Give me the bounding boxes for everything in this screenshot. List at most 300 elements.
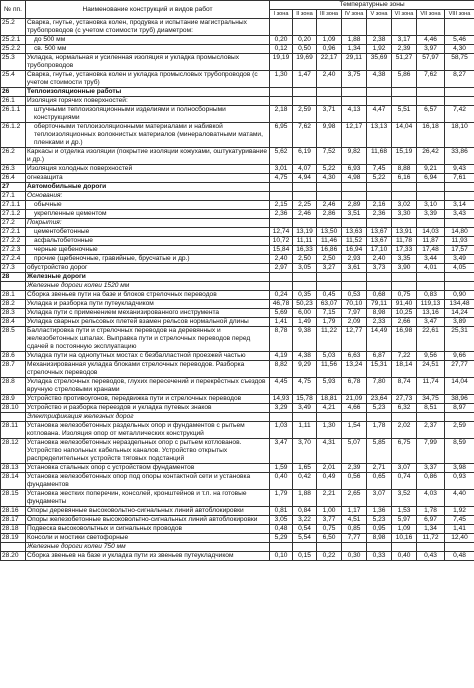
zone-value: 4,30 [317,174,342,183]
table-row [1,246,474,255]
zone-value: 1,30 [317,422,342,439]
table-row [1,183,474,192]
zone-value: 2,02 [392,422,417,439]
zone-value: 7,97 [342,309,367,318]
table-row [1,439,474,464]
zone-value: 22,61 [417,327,445,352]
zone-value: 4,98 [342,174,367,183]
zone-value: 4,05 [445,264,474,273]
zone-value: 11,56 [317,361,342,378]
zone-value: 0,74 [392,473,417,490]
zone-value: 3,29 [270,404,293,413]
zone-value: 13,13 [367,123,392,148]
zone-value: 3,30 [392,210,417,219]
zone-value: 34,75 [417,395,445,404]
zone-value [417,88,445,97]
zone-value: 2,86 [317,210,342,219]
zone-value [445,543,474,552]
work-name: Автомобильные дороги [26,183,270,192]
zone-value: 3,70 [293,439,317,464]
zone-value [367,19,392,36]
zone-value: 0,96 [317,45,342,54]
zone-value: 4,03 [417,490,445,507]
header-row [1,1,474,10]
row-number: 27.2.1 [1,228,26,237]
zone-value: 7,77 [342,534,367,543]
zone-value: 3,27 [317,264,342,273]
zone-value: 0,81 [270,507,293,516]
zone-value: 6,63 [342,352,367,361]
zone-value [317,19,342,36]
table-row [1,413,474,422]
work-name: Изоляция горячих поверхностей: [26,97,270,106]
zone-value: 6,19 [293,148,317,165]
work-name: штучными теплоизоляционными изделиями и полносборными конструкциями [26,106,270,123]
zone-value [392,192,417,201]
zone-value [317,282,342,291]
zone-value [367,273,392,282]
row-number: 28.10 [1,404,26,413]
zone-value: 3,07 [367,490,392,507]
zone-value: 4,38 [367,71,392,88]
zone-value: 6,87 [367,352,392,361]
zone-value [293,543,317,552]
zone-value [367,192,392,201]
zone-value: 119,13 [417,300,445,309]
zone-value: 3,73 [367,264,392,273]
work-name: цементобетонные [26,228,270,237]
zone-value: 5,69 [270,309,293,318]
zone-value: 5,46 [445,36,474,45]
zone-value: 14,04 [445,378,474,395]
zone-value: 8,59 [445,439,474,464]
work-name: Укладка сварных рельсовых плетей взамен рельсов нормальной длины [26,318,270,327]
table-row [1,507,474,516]
zone-value: 12,77 [342,327,367,352]
zone-value: 5,93 [317,378,342,395]
zone-value: 0,33 [367,552,392,561]
zone-value [270,282,293,291]
row-number: 28.6 [1,352,26,361]
work-name: огнезащита [26,174,270,183]
zone-value: 3,98 [445,464,474,473]
zone-header: VIII зона [445,10,474,19]
table-row [1,318,474,327]
zone-value: 8,97 [445,404,474,413]
zone-value: 3,77 [317,516,342,525]
zone-value: 1,59 [270,464,293,473]
zone-value: 5,22 [367,174,392,183]
zone-value: 5,85 [367,439,392,464]
zone-value: 6,32 [392,404,417,413]
zone-value: 0,40 [392,552,417,561]
zone-header: III зона [317,10,342,19]
zone-value: 5,07 [342,439,367,464]
zone-value [317,219,342,228]
zone-value: 16,33 [293,246,317,255]
zone-value: 2,65 [342,490,367,507]
zone-value: 0,56 [342,473,367,490]
zone-value [293,19,317,36]
zone-value: 63,07 [317,300,342,309]
table-row [1,228,474,237]
zone-value: 13,50 [317,228,342,237]
zone-value: 0,95 [367,525,392,534]
zone-value: 0,48 [445,552,474,561]
zone-value: 8,98 [367,309,392,318]
zone-value: 5,62 [270,148,293,165]
zone-value: 0,45 [317,291,342,300]
table-row [1,300,474,309]
zone-value [367,88,392,97]
table-row [1,264,474,273]
zone-value: 0,53 [342,291,367,300]
zone-value: 0,85 [342,525,367,534]
zone-value: 19,69 [293,54,317,71]
work-name: Консоли и мостики светофорные [26,534,270,543]
zone-value: 7,15 [317,309,342,318]
zone-value: 0,68 [367,291,392,300]
work-name: Укладка пути на однопутных мостах с безбалластной проезжей частью [26,352,270,361]
zone-value: 2,50 [293,255,317,264]
work-name: Укладка, нормальная и усиленная изоляция и укладка промысловых трубопроводов [26,54,270,71]
zone-value: 18,10 [445,123,474,148]
zone-value [445,273,474,282]
table-row [1,192,474,201]
zone-value: 5,03 [317,352,342,361]
table-row [1,97,474,106]
table-row [1,36,474,45]
zone-value: 2,40 [317,71,342,88]
zone-value: 2,39 [392,45,417,54]
table-row [1,378,474,395]
row-number: 26.2 [1,148,26,165]
zone-value: 2,93 [342,255,367,264]
work-name: Установка жестких поперечин, консолей, кронштейнов и т.п. на готовые фундаменты [26,490,270,507]
zone-value [317,543,342,552]
zone-value: 1,17 [342,507,367,516]
zone-value: 12,40 [445,534,474,543]
zone-value: 3,44 [417,255,445,264]
table-row [1,352,474,361]
zone-value: 16,86 [317,246,342,255]
zone-value: 6,94 [417,174,445,183]
name-column-header: Наименование конструкций и видов работ [26,1,270,19]
zone-value: 8,78 [270,327,293,352]
zone-value: 4,21 [317,404,342,413]
zone-value: 16,94 [342,246,367,255]
zone-value: 4,40 [445,490,474,507]
zone-value: 1,92 [445,507,474,516]
zone-value: 3,35 [392,255,417,264]
row-number: 27.1 [1,192,26,201]
table-row [1,219,474,228]
row-number: 25.2.1 [1,36,26,45]
zone-value: 0,12 [270,45,293,54]
table-row [1,543,474,552]
zone-value: 1,79 [317,318,342,327]
row-number: 28.4 [1,318,26,327]
zone-value: 2,46 [317,201,342,210]
zone-value [270,543,293,552]
zone-value [270,97,293,106]
zone-value: 8,82 [270,361,293,378]
zone-value: 7,62 [417,71,445,88]
work-name: Установка железобетонных раздельных опор и фундаментов с рытьем котлована. Изоляция опор от металлических конструкций [26,422,270,439]
zone-value: 0,10 [270,552,293,561]
zone-value: 4,13 [342,106,367,123]
zone-value [417,282,445,291]
zone-value [367,543,392,552]
work-name: оберточными теплоизоляционными материалами и набивкой теплоизоляционных волокнистых материалов (минераловатными матами, пленками и др.) [26,123,270,148]
row-number [1,282,26,291]
zone-value: 1,41 [445,525,474,534]
row-number: 26.4 [1,174,26,183]
table-row [1,327,474,352]
zone-value: 18,14 [392,361,417,378]
zone-value: 33,86 [445,148,474,165]
zone-value: 1,92 [367,45,392,54]
row-number: 28.20 [1,552,26,561]
zone-value: 18,81 [317,395,342,404]
zone-value: 10,25 [392,309,417,318]
work-name: Установка железобетонных нераздельных опор с рытьем котлованов. Устройство напольных кабельных каналов. Устройство открытых распределительных устройств тяговых подстанций [26,439,270,464]
row-number: 26.1 [1,97,26,106]
zone-value: 1,53 [392,507,417,516]
zone-value: 0,86 [417,473,445,490]
zone-value [342,19,367,36]
zone-value: 4,94 [293,174,317,183]
work-name: Покрытия: [26,219,270,228]
zone-value [445,219,474,228]
zone-value: 27,77 [445,361,474,378]
zone-value: 1,34 [342,45,367,54]
zone-value: 1,36 [367,507,392,516]
row-number: 27.2.3 [1,246,26,255]
zone-value: 0,48 [270,525,293,534]
zone-value [367,282,392,291]
zone-value: 3,05 [293,264,317,273]
zone-value [270,19,293,36]
zone-value: 1,41 [270,318,293,327]
zone-value: 8,74 [392,378,417,395]
zone-value: 0,50 [293,45,317,54]
table-row [1,422,474,439]
row-number: 28.7 [1,361,26,378]
zone-value [445,192,474,201]
zone-value: 12,74 [270,228,293,237]
zone-value: 1,47 [293,71,317,88]
zone-value: 11,52 [342,237,367,246]
zone-value [367,97,392,106]
zone-value: 6,00 [293,309,317,318]
table-row [1,255,474,264]
table-row [1,534,474,543]
zone-value: 3,97 [417,45,445,54]
work-name: асфальтобетонные [26,237,270,246]
zone-value: 16,98 [392,327,417,352]
zone-value: 2,15 [270,201,293,210]
zone-value: 2,59 [445,422,474,439]
zone-value [317,192,342,201]
zone-value: 0,84 [293,507,317,516]
table-row [1,552,474,561]
zone-value: 13,16 [417,309,445,318]
zone-value: 0,93 [445,473,474,490]
zone-value: 58,75 [445,54,474,71]
zone-header: II зона [293,10,317,19]
zone-value: 2,16 [367,201,392,210]
zone-value: 1,54 [342,422,367,439]
table-row [1,148,474,165]
row-number: 26 [1,88,26,97]
zone-value: 7,52 [317,148,342,165]
row-number: 25.4 [1,71,26,88]
zone-value [445,88,474,97]
zone-value [293,97,317,106]
zone-value: 6,50 [317,534,342,543]
zone-value: 2,59 [293,106,317,123]
zone-value: 11,72 [417,534,445,543]
row-number: 28.12 [1,439,26,464]
work-name: св. 500 мм [26,45,270,54]
zone-value: 7,62 [293,123,317,148]
zone-value: 2,25 [293,201,317,210]
zone-value: 51,27 [392,54,417,71]
zone-value [342,543,367,552]
zone-value: 7,45 [445,516,474,525]
zone-value: 0,49 [317,473,342,490]
number-column-header: № пп. [1,1,26,19]
zone-value: 11,74 [417,378,445,395]
zone-value: 7,80 [367,378,392,395]
zone-value: 0,20 [270,36,293,45]
zone-value: 3,22 [293,516,317,525]
zone-value: 46,78 [270,300,293,309]
zone-value: 3,47 [417,318,445,327]
zone-value: 3,39 [417,210,445,219]
zone-value: 14,49 [367,327,392,352]
zone-value: 7,45 [367,165,392,174]
zone-value: 0,30 [342,552,367,561]
zone-value: 0,35 [293,291,317,300]
zone-value [293,413,317,422]
zone-value: 1,09 [392,525,417,534]
zone-value: 11,22 [317,327,342,352]
work-name: Укладка и разборка пути путеукладчиком [26,300,270,309]
zone-value [445,97,474,106]
row-number [1,413,26,422]
zone-value: 3,61 [342,264,367,273]
table-row [1,309,474,318]
zone-value: 17,57 [445,246,474,255]
work-name: Железные дороги [26,273,270,282]
work-name: Железные дороги колеи 1520 мм [26,282,270,291]
table-row [1,464,474,473]
zone-value: 4,07 [293,165,317,174]
table-row [1,106,474,123]
zone-value [293,273,317,282]
zone-value: 19,19 [270,54,293,71]
zone-value: 4,51 [342,516,367,525]
zone-value [392,183,417,192]
zone-value: 6,97 [417,516,445,525]
work-name: Устройство противоугонов, передвижка пути и стрелочных переводов [26,395,270,404]
work-name: Изоляция холодных поверхностей [26,165,270,174]
table-row [1,71,474,88]
zone-value: 35,69 [367,54,392,71]
zone-value [270,192,293,201]
zone-value [342,183,367,192]
zone-value: 3,37 [417,464,445,473]
row-number: 27 [1,183,26,192]
zone-value: 10,72 [270,237,293,246]
table-row [1,525,474,534]
row-number: 28.8 [1,378,26,395]
zone-value: 3,49 [445,255,474,264]
table-row [1,516,474,525]
zone-value: 1,34 [417,525,445,534]
zone-value: 4,19 [270,352,293,361]
zone-value: 9,98 [317,123,342,148]
row-number: 27.3 [1,264,26,273]
table-row [1,45,474,54]
zone-value: 0,22 [317,552,342,561]
table-row [1,201,474,210]
zone-value: 4,01 [417,264,445,273]
table-row [1,237,474,246]
row-number: 28.5 [1,327,26,352]
zone-value: 22,17 [317,54,342,71]
zone-value [417,19,445,36]
zone-value: 15,31 [367,361,392,378]
zone-value: 2,50 [317,255,342,264]
zone-value: 2,33 [367,318,392,327]
zone-value [342,97,367,106]
zone-value: 3,05 [270,516,293,525]
row-number: 26.3 [1,165,26,174]
zone-value: 5,97 [392,516,417,525]
zone-value: 17,33 [392,246,417,255]
zone-header: I зона [270,10,293,19]
zone-value: 13,63 [342,228,367,237]
zone-value: 2,21 [317,490,342,507]
zone-value [342,192,367,201]
zone-value [445,183,474,192]
zone-value: 11,68 [367,148,392,165]
zone-value [342,88,367,97]
table-row [1,282,474,291]
zone-value: 13,24 [342,361,367,378]
zones-header: Температурные зоны [270,1,474,10]
row-number: 28.11 [1,422,26,439]
work-name: укрепленные цементом [26,210,270,219]
zone-value [417,97,445,106]
row-number: 26.1.2 [1,123,26,148]
zone-value: 4,75 [270,174,293,183]
zone-value: 9,66 [445,352,474,361]
zone-value [317,413,342,422]
zone-value: 4,45 [270,378,293,395]
work-name: Установка стальных опор с устройством фундаментов [26,464,270,473]
zone-value [270,88,293,97]
work-name: Установка железобетонных опор под опоры контактной сети и установка фундаментов [26,473,270,490]
zone-value: 3,71 [317,106,342,123]
zone-value: 15,84 [270,246,293,255]
row-number: 28.15 [1,490,26,507]
zone-value: 29,11 [342,54,367,71]
zone-value: 3,43 [445,210,474,219]
